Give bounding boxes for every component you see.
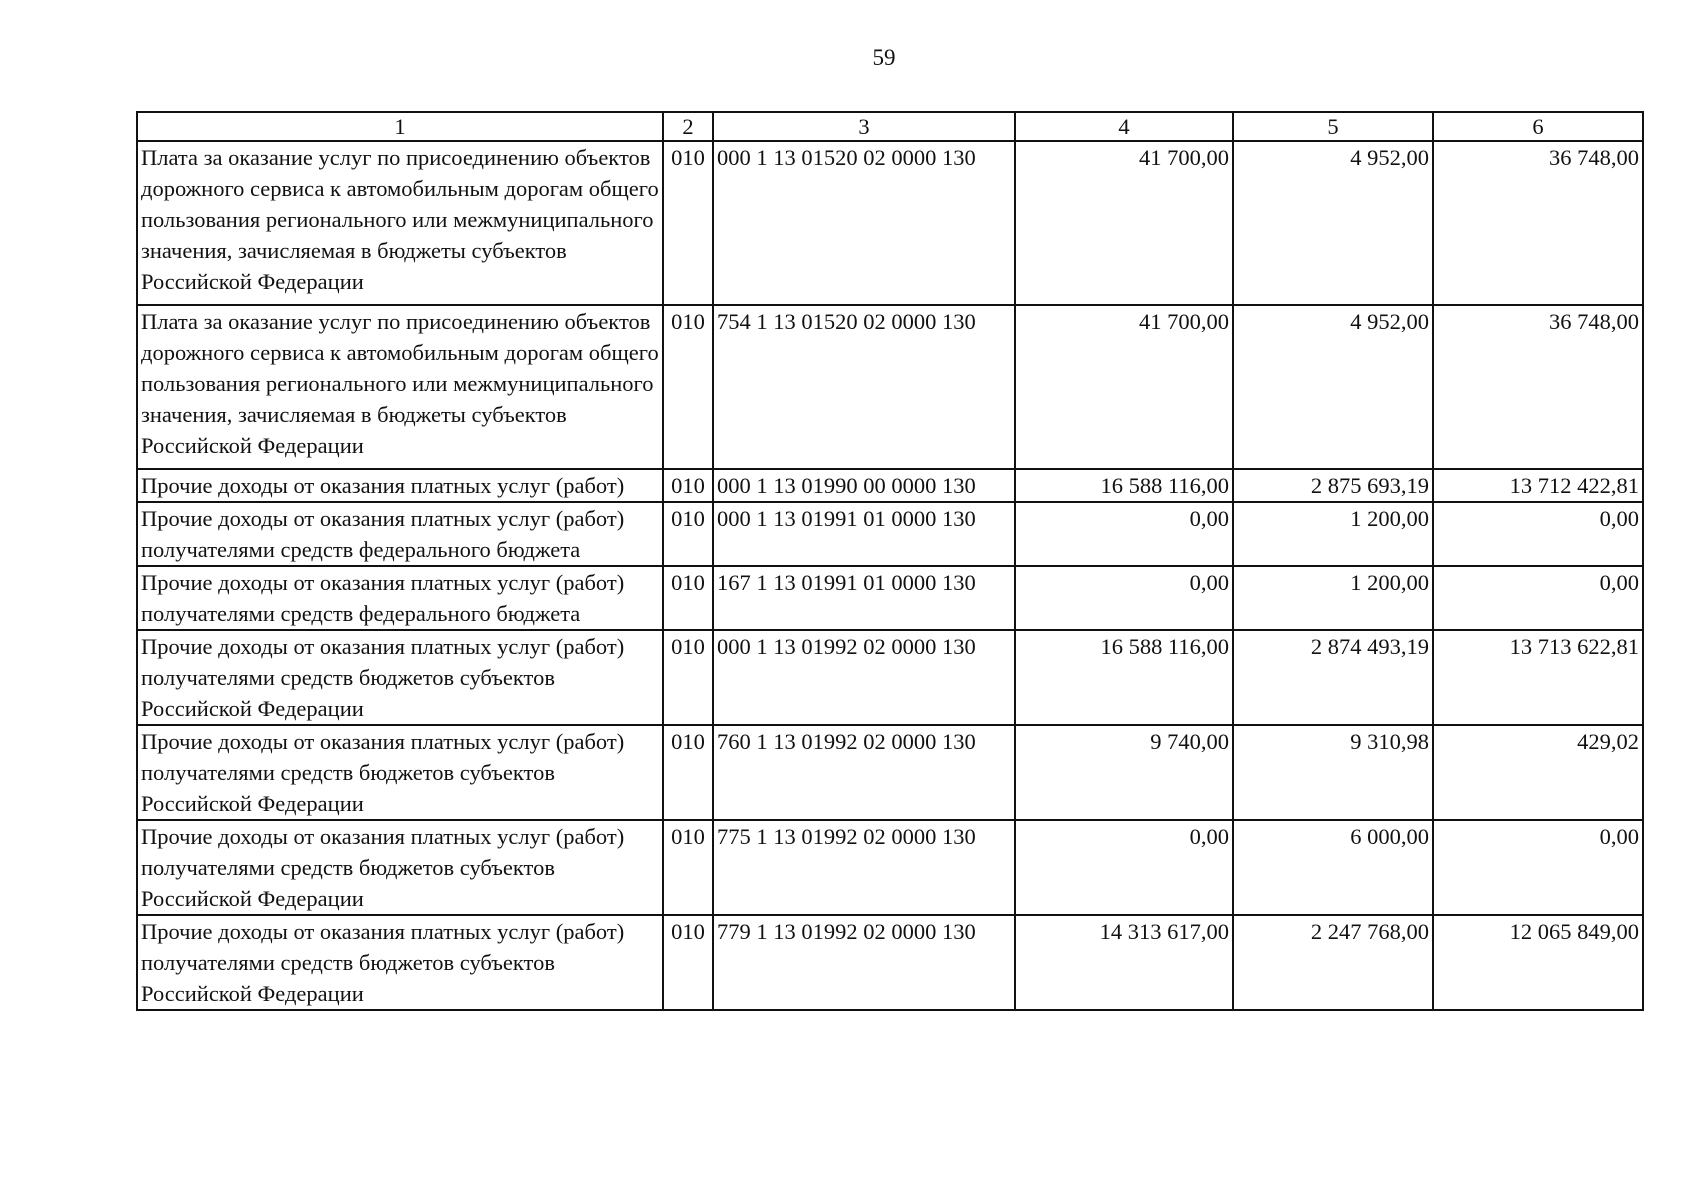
row-name: Прочие доходы от оказания платных услуг (работ) получателями средств федерального бюджета: [137, 502, 663, 566]
row-budget-code: 000 1 13 01990 00 0000 130: [713, 469, 1015, 502]
row-line-code: 010: [663, 725, 713, 820]
table-row: [137, 915, 1643, 1010]
column-header: 3: [713, 112, 1015, 141]
column-header: 1: [137, 112, 663, 141]
row-unexecuted-amount: 0,00: [1433, 820, 1643, 915]
table-row: [137, 469, 1643, 502]
row-approved-amount: 41 700,00: [1015, 141, 1233, 305]
row-budget-code: 000 1 13 01520 02 0000 130: [713, 141, 1015, 305]
row-approved-amount: 16 588 116,00: [1015, 630, 1233, 725]
page-number: 59: [872, 45, 896, 70]
column-header: 4: [1015, 112, 1233, 141]
table-row: [137, 820, 1643, 915]
row-unexecuted-amount: 12 065 849,00: [1433, 915, 1643, 1010]
row-unexecuted-amount: 0,00: [1433, 502, 1643, 566]
row-unexecuted-amount: 36 748,00: [1433, 305, 1643, 469]
row-approved-amount: 16 588 116,00: [1015, 469, 1233, 502]
row-approved-amount: 0,00: [1015, 566, 1233, 630]
row-line-code: 010: [663, 566, 713, 630]
row-name: Прочие доходы от оказания платных услуг (работ) получателями средств бюджетов субъектов Российской Федерации: [137, 725, 663, 820]
row-unexecuted-amount: 0,00: [1433, 566, 1643, 630]
row-executed-amount: 1 200,00: [1233, 502, 1433, 566]
row-name: Плата за оказание услуг по присоединению объектов дорожного сервиса к автомобильным дорогам общего пользования регионального или межмуниципального значения, зачисляемая в бюджеты субъектов Российской Федерации: [137, 305, 663, 469]
row-approved-amount: 14 313 617,00: [1015, 915, 1233, 1010]
row-executed-amount: 1 200,00: [1233, 566, 1433, 630]
row-line-code: 010: [663, 469, 713, 502]
row-approved-amount: 0,00: [1015, 820, 1233, 915]
row-executed-amount: 6 000,00: [1233, 820, 1433, 915]
row-name: Прочие доходы от оказания платных услуг (работ) получателями средств федерального бюджета: [137, 566, 663, 630]
row-line-code: 010: [663, 141, 713, 305]
row-approved-amount: 41 700,00: [1015, 305, 1233, 469]
row-unexecuted-amount: 429,02: [1433, 725, 1643, 820]
row-line-code: 010: [663, 502, 713, 566]
column-header: 5: [1233, 112, 1433, 141]
row-unexecuted-amount: 36 748,00: [1433, 141, 1643, 305]
row-executed-amount: 9 310,98: [1233, 725, 1433, 820]
row-approved-amount: 9 740,00: [1015, 725, 1233, 820]
row-line-code: 010: [663, 915, 713, 1010]
table-row: [137, 725, 1643, 820]
row-executed-amount: 2 875 693,19: [1233, 469, 1433, 502]
row-name: Прочие доходы от оказания платных услуг (работ): [137, 469, 663, 502]
row-executed-amount: 4 952,00: [1233, 141, 1433, 305]
table-row: [137, 502, 1643, 566]
table-row: [137, 141, 1643, 305]
row-budget-code: 000 1 13 01992 02 0000 130: [713, 630, 1015, 725]
table-row: [137, 566, 1643, 630]
row-budget-code: 760 1 13 01992 02 0000 130: [713, 725, 1015, 820]
row-executed-amount: 4 952,00: [1233, 305, 1433, 469]
table-row: [137, 630, 1643, 725]
column-header: 2: [663, 112, 713, 141]
column-header: 6: [1433, 112, 1643, 141]
row-approved-amount: 0,00: [1015, 502, 1233, 566]
row-unexecuted-amount: 13 713 622,81: [1433, 630, 1643, 725]
row-budget-code: 754 1 13 01520 02 0000 130: [713, 305, 1015, 469]
table-row: [137, 305, 1643, 469]
row-budget-code: 779 1 13 01992 02 0000 130: [713, 915, 1015, 1010]
row-budget-code: 775 1 13 01992 02 0000 130: [713, 820, 1015, 915]
row-line-code: 010: [663, 305, 713, 469]
header-row: [137, 112, 1643, 141]
row-name: Прочие доходы от оказания платных услуг (работ) получателями средств бюджетов субъектов Российской Федерации: [137, 630, 663, 725]
row-executed-amount: 2 247 768,00: [1233, 915, 1433, 1010]
budget-table: [136, 111, 1644, 1011]
row-budget-code: 167 1 13 01991 01 0000 130: [713, 566, 1015, 630]
row-line-code: 010: [663, 630, 713, 725]
row-name: Прочие доходы от оказания платных услуг (работ) получателями средств бюджетов субъектов Российской Федерации: [137, 820, 663, 915]
row-name: Плата за оказание услуг по присоединению объектов дорожного сервиса к автомобильным дорогам общего пользования регионального или межмуниципального значения, зачисляемая в бюджеты субъектов Российской Федерации: [137, 141, 663, 305]
row-executed-amount: 2 874 493,19: [1233, 630, 1433, 725]
row-unexecuted-amount: 13 712 422,81: [1433, 469, 1643, 502]
row-budget-code: 000 1 13 01991 01 0000 130: [713, 502, 1015, 566]
row-name: Прочие доходы от оказания платных услуг (работ) получателями средств бюджетов субъектов Российской Федерации: [137, 915, 663, 1010]
row-line-code: 010: [663, 820, 713, 915]
